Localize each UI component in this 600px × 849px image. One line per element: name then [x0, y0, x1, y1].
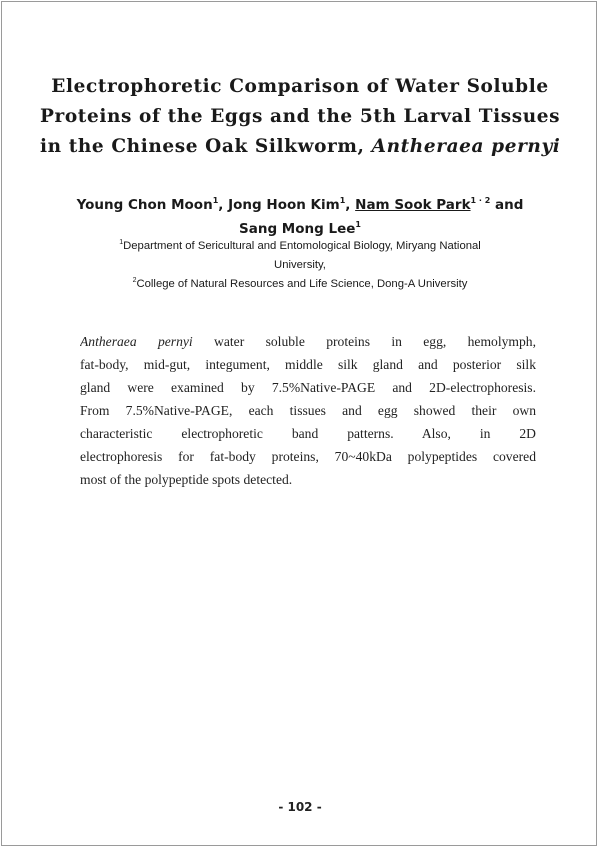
title-prefix: in the Chinese Oak Silkworm,	[40, 136, 365, 157]
affiliation-1-text: Department of Sericultural and Entomological Biology, Miryang National	[123, 240, 481, 252]
affiliation-2-text: College of Natural Resources and Life Science, Dong-A University	[136, 278, 468, 290]
title-line-3	[40, 132, 560, 162]
affiliation-2-marker: 2	[132, 277, 137, 284]
abstract-line-5: characteristic electrophoretic band patterns. Also, in 2D	[80, 426, 536, 441]
affiliation-2	[40, 275, 560, 294]
author-separator: ,	[218, 197, 229, 213]
abstract	[80, 330, 536, 491]
abstract-line-1-text: water soluble proteins in egg, hemolymph,	[192, 334, 536, 349]
abstract-species: Antheraea pernyi	[80, 334, 193, 349]
abstract-line-3: gland were examined by 7.5%Native-PAGE and 2D-electrophoresis.	[80, 380, 536, 395]
affiliation-1-line-1	[40, 237, 560, 256]
abstract-line-4: From 7.5%Native-PAGE, each tissues and egg showed their own	[80, 403, 536, 418]
abstract-line-2: fat-body, mid-gut, integument, middle silk gland and posterior silk	[80, 357, 536, 372]
title-line-1: Electrophoretic Comparison of Water Soluble	[51, 76, 549, 97]
affiliation-1-line-2: University,	[274, 259, 326, 271]
abstract-line-1	[80, 330, 536, 353]
affiliation-1-marker: 1	[119, 239, 124, 246]
author-moon-affil: 1	[212, 196, 219, 205]
author-separator: ,	[345, 197, 356, 213]
paper-title	[40, 72, 560, 162]
title-species: Antheraea pernyi	[371, 136, 561, 157]
author-line-1	[40, 193, 560, 217]
author-list	[40, 193, 560, 241]
title-line-2: Proteins of the Eggs and the 5th Larval Tissues	[40, 106, 561, 127]
author-kim-affil: 1	[339, 196, 346, 205]
author-lee: Sang Mong Lee	[239, 221, 356, 237]
author-moon: Young Chon Moon	[76, 197, 213, 213]
author-and: and	[490, 197, 524, 213]
author-park: Nam Sook Park	[355, 197, 471, 213]
author-lee-affil: 1	[355, 220, 361, 229]
abstract-line-7: most of the polypeptide spots detected.	[80, 472, 293, 487]
author-kim: Jong Hoon Kim	[228, 197, 340, 213]
abstract-line-6: electrophoresis for fat-body proteins, 70~40kDa polypeptides covered	[80, 449, 536, 464]
affiliations	[40, 237, 560, 294]
author-park-affil: 1 · 2	[470, 196, 491, 205]
page-number: - 102 -	[278, 800, 322, 814]
